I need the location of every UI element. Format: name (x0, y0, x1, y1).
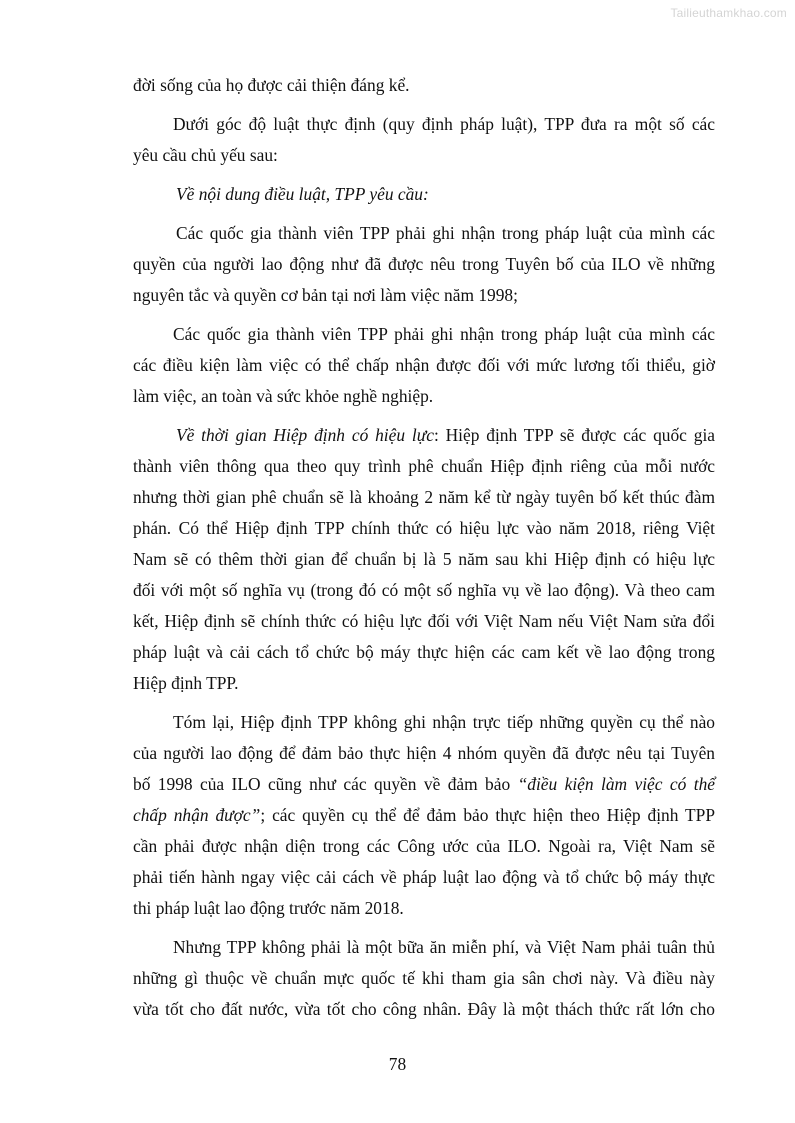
text-line: thi pháp luật lao động trước năm 2018. (133, 898, 404, 918)
text-line: Nam sẽ có thêm thời gian để chuẩn bị là 5 năm sau khi Hiệp định có hiệu lực (133, 549, 715, 569)
text-line: nguyên tắc và quyền cơ bản tại nơi làm việc năm 1998; (133, 285, 518, 305)
site-watermark: Tailieuthamkhao.com (670, 6, 787, 20)
italic-heading: Về nội dung điều luật, TPP yêu cầu: (176, 184, 429, 204)
text-run: ; các quyền cụ thể để đảm bảo thực hiện theo Hiệp định TPP (260, 805, 715, 825)
paragraph (133, 707, 715, 924)
text-line: nhưng thời gian phê chuẩn sẽ là khoảng 2 năm kể từ ngày tuyên bố kết thúc đàm (133, 487, 715, 507)
text-line (133, 420, 715, 451)
text-line: cần phải được nhận diện trong các Công ước của ILO. Ngoài ra, Việt Nam sẽ (133, 836, 715, 856)
text-line: quyền của người lao động như đã được nêu trong Tuyên bố của ILO về những (133, 254, 715, 274)
text-line: Dưới góc độ luật thực định (quy định pháp luật), TPP đưa ra một số các (173, 114, 715, 134)
italic-lead: Về thời gian Hiệp định có hiệu lực (176, 425, 434, 445)
text-line: đối với một số nghĩa vụ (trong đó có một số nghĩa vụ về lao động). Và theo cam (133, 580, 715, 600)
paragraph (133, 319, 715, 412)
text-line: những gì thuộc về chuẩn mực quốc tế khi tham gia sân chơi này. Và điều này (133, 968, 715, 988)
text-line: của người lao động để đảm bảo thực hiện 4 nhóm quyền đã được nêu tại Tuyên (133, 743, 715, 763)
text-line: pháp luật và cải cách tổ chức bộ máy thực hiện các cam kết về lao động trong (133, 642, 715, 662)
text-line: phán. Có thể Hiệp định TPP chính thức có hiệu lực vào năm 2018, riêng Việt (133, 518, 715, 538)
italic-quote: “điều kiện làm việc có thể (517, 774, 715, 794)
text-line: Các quốc gia thành viên TPP phải ghi nhận trong pháp luật của mình các (176, 223, 715, 243)
text-line: Tóm lại, Hiệp định TPP không ghi nhận trực tiếp những quyền cụ thể nào (173, 712, 715, 732)
paragraph (133, 932, 715, 1025)
text-line: phải tiến hành ngay việc cải cách về pháp luật lao động và tổ chức bộ máy thực (133, 867, 715, 887)
paragraph (133, 218, 715, 311)
page-number: 78 (388, 1054, 407, 1074)
text-line: các điều kiện làm việc có thể chấp nhận được đối với mức lương tối thiểu, giờ (133, 355, 715, 375)
text-line: thành viên thông qua theo quy trình phê chuẩn Hiệp định riêng của mỗi nước (133, 456, 715, 476)
paragraph (133, 109, 715, 171)
paragraph (133, 420, 715, 699)
text-run: bố 1998 của ILO cũng như các quyền về đảm bảo (133, 774, 518, 794)
text-line: Nhưng TPP không phải là một bữa ăn miễn phí, và Việt Nam phải tuân thủ (173, 937, 715, 957)
text-line: Hiệp định TPP. (133, 673, 239, 693)
document-body (133, 70, 715, 1025)
section-heading (133, 179, 715, 210)
text-line: làm việc, an toàn và sức khỏe nghề nghiệp. (133, 386, 434, 406)
lead-rest: : Hiệp định TPP sẽ được các quốc gia (433, 425, 715, 445)
text-line: Các quốc gia thành viên TPP phải ghi nhận trong pháp luật của mình các (173, 324, 715, 344)
text-line: đời sống của họ được cải thiện đáng kể. (133, 75, 410, 95)
text-line: kết, Hiệp định sẽ chính thức có hiệu lực đối với Việt Nam nếu Việt Nam sửa đổi (133, 611, 715, 631)
text-line (133, 769, 715, 800)
paragraph (133, 70, 715, 101)
text-line: yêu cầu chủ yếu sau: (133, 145, 278, 165)
italic-quote: chấp nhận được” (133, 805, 261, 825)
text-line: vừa tốt cho đất nước, vừa tốt cho công nhân. Đây là một thách thức rất lớn cho (133, 999, 715, 1019)
text-line (133, 800, 715, 831)
